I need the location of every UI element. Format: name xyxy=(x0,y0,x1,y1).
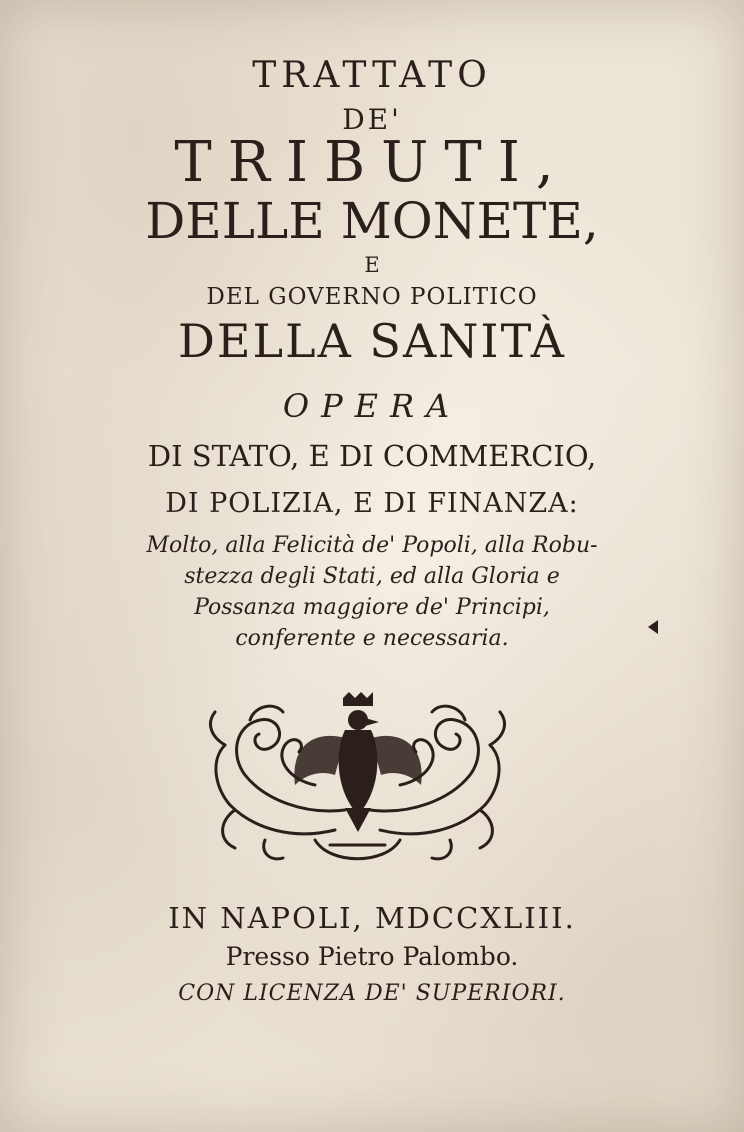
title-trattato: TRATTATO xyxy=(252,55,492,96)
title-della-sanita: DELLA SANITÀ xyxy=(178,314,566,368)
margin-ink-mark xyxy=(648,620,658,634)
subtitle-stato-commercio: DI STATO, E DI COMMERCIO, xyxy=(147,439,597,473)
dedication-line-1: Molto, alla Felicità de' Popoli, alla Robu- xyxy=(146,533,598,558)
imprint-place-date: IN NAPOLI, MDCCXLIII. xyxy=(168,901,576,935)
dedication-line-4: conferente e necessaria. xyxy=(235,626,509,651)
imprint-printer: Presso Pietro Palombo. xyxy=(225,942,519,971)
subtitle-opera: OPERA xyxy=(282,387,462,425)
title-de: DE' xyxy=(342,103,402,136)
dedication-line-3: Possanza maggiore de' Principi, xyxy=(194,595,550,620)
crowned-eagle-with-acanthus-icon xyxy=(195,690,520,870)
imprint-license: CON LICENZA DE' SUPERIORI. xyxy=(178,981,566,1006)
title-conjunction: E xyxy=(364,253,380,277)
title-governo-politico: DEL GOVERNO POLITICO xyxy=(206,284,538,310)
dedication-line-2: stezza degli Stati, ed alla Gloria e xyxy=(184,564,560,589)
subtitle-polizia-finanza: DI POLIZIA, E DI FINANZA: xyxy=(165,488,579,519)
title-tributi: TRIBUTI, xyxy=(174,130,570,195)
title-delle-monete: DELLE MONETE, xyxy=(145,192,599,250)
